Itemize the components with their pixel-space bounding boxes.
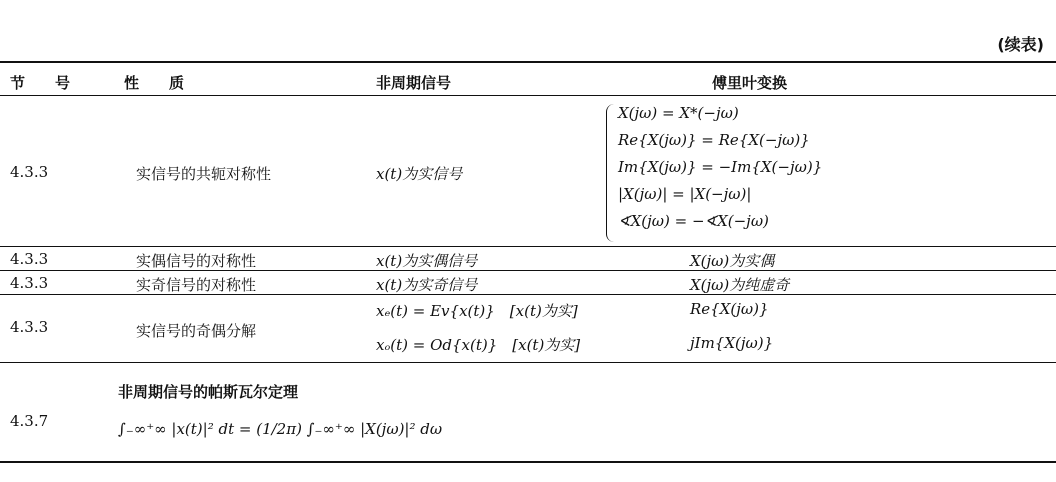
section-number: 4.3.3 <box>10 163 49 181</box>
transform: X(jω)为实偶 <box>690 252 775 270</box>
left-brace <box>606 104 615 242</box>
row-rule <box>0 294 1056 295</box>
header-transform: 傅里叶变换 <box>712 74 788 92</box>
transform-line: ∢X(jω) = −∢X(−jω) <box>618 212 769 230</box>
signal: x(t)为实信号 <box>376 165 463 183</box>
signal: x(t)为实奇信号 <box>376 276 478 294</box>
property: 实信号的共轭对称性 <box>136 165 272 183</box>
transform-line: Re{X(jω)} = Re{X(−jω)} <box>618 131 810 149</box>
table-top-rule <box>0 61 1056 63</box>
section-number: 4.3.3 <box>10 250 49 268</box>
continued-label: (续表) <box>997 35 1044 54</box>
property: 实偶信号的对称性 <box>136 252 257 270</box>
property: 实信号的奇偶分解 <box>136 322 257 340</box>
row-rule <box>0 246 1056 247</box>
table-bottom-rule <box>0 461 1056 463</box>
section-number: 4.3.3 <box>10 318 49 336</box>
section-number: 4.3.3 <box>10 274 49 292</box>
property: 实奇信号的对称性 <box>136 276 257 294</box>
parseval-formula: ∫₋∞⁺∞ |x(t)|² dt = (1/2π) ∫₋∞⁺∞ |X(jω)|² dω <box>118 420 443 438</box>
transform-line: |X(jω)| = |X(−jω)| <box>618 185 752 203</box>
header-signal: 非周期信号 <box>376 74 452 92</box>
row-rule <box>0 270 1056 271</box>
transform-even: Re{X(jω)} <box>690 300 769 318</box>
section-number: 4.3.7 <box>10 412 49 430</box>
header-rule <box>0 95 1056 96</box>
header-section: 节 号 <box>10 74 71 92</box>
signal-even: xₑ(t) = Ev{x(t)} [x(t)为实] <box>376 302 578 320</box>
transform: X(jω)为纯虚奇 <box>690 276 790 294</box>
signal-odd: xₒ(t) = Od{x(t)} [x(t)为实] <box>376 336 581 354</box>
transform-odd: jIm{X(jω)} <box>690 334 774 352</box>
transform-line: X(jω) = X*(−jω) <box>618 104 739 122</box>
row-rule <box>0 362 1056 363</box>
header-property: 性 质 <box>124 74 185 92</box>
property: 非周期信号的帕斯瓦尔定理 <box>118 383 299 401</box>
signal: x(t)为实偶信号 <box>376 252 478 270</box>
transform-line: Im{X(jω)} = −Im{X(−jω)} <box>618 158 823 176</box>
